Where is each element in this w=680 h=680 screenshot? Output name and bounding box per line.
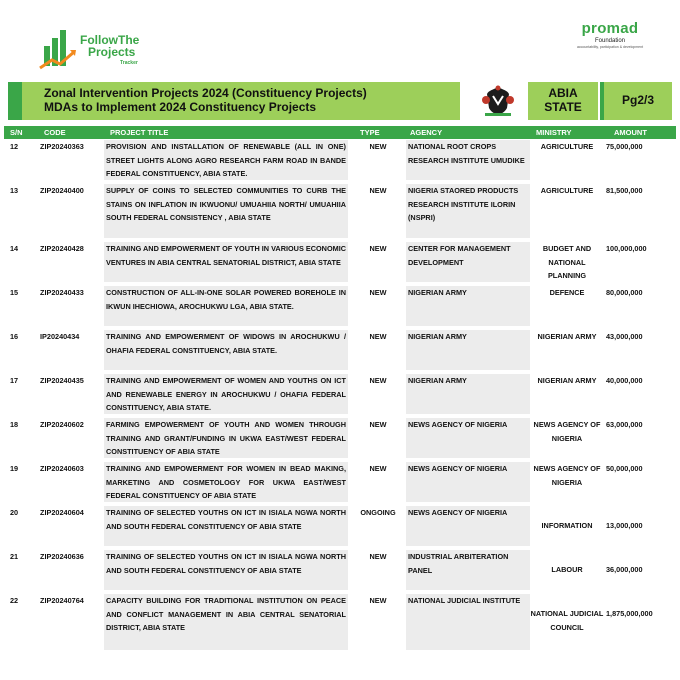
state-box [528,82,598,120]
table-row [4,373,676,417]
row-agency: NATIONAL JUDICIAL INSTITUTE [406,594,530,650]
row-type: NEW [369,186,387,195]
col-title: PROJECT TITLE [110,128,169,137]
table-row [4,285,676,329]
row-type: NEW [369,244,387,253]
row-code: ZIP20240433 [40,288,84,297]
logo-line-1: FollowThe [80,33,140,47]
row-sn: 15 [10,288,19,297]
row-sn: 17 [10,376,19,385]
row-amount: 80,000,000 [606,288,643,297]
row-code: ZIP20240604 [40,508,84,517]
row-title: TRAINING AND EMPOWERMENT FOR WOMEN IN BEAD MAKING, MARKETING AND COSMETOLOGY FOR UKWA EAST/WEST FEDERAL CONSTITUENCY OF ABIA STATE [106,464,346,500]
row-title: TRAINING OF SELECTED YOUTHS ON ICT IN ISIALA NGWA NORTH AND SOUTH FEDERAL CONSTITUENCY OF ABIA STATE [104,506,348,546]
state-line-1: ABIA [548,86,578,100]
row-code: ZIP20240428 [40,244,84,253]
row-code: ZIP20240636 [40,552,84,561]
row-amount: 100,000,000 [606,244,647,253]
table-row [4,461,676,505]
row-title: FARMING EMPOWERMENT OF YOUTH AND WOMEN THROUGH TRAINING AND GRANT/FUNDING IN UKWA EAST/WEST FEDERAL CONSTITUENCY OF ABIA STATE [106,420,346,456]
row-ministry: DEFENCE [549,288,585,297]
logo-sub: Tracker [120,60,138,66]
page-number: Pg2/3 [600,82,672,120]
row-ministry: BUDGET AND NATIONAL PLANNING [542,244,592,280]
row-agency: NATIONAL ROOT CROPS RESEARCH INSTITUTE UMUDIKE [406,140,530,180]
row-sn: 18 [10,420,19,429]
col-code: CODE [44,128,66,137]
row-ministry: INFORMATION [541,521,593,530]
bar-chart-icon [38,26,78,70]
table-row [4,417,676,461]
promad-logo [570,20,650,60]
followtheprojects-logo [38,18,158,70]
row-type: NEW [369,376,387,385]
row-agency: NIGERIAN ARMY [406,374,530,414]
row-type: NEW [369,142,387,151]
row-ministry: NEWS AGENCY OF NIGERIA [533,464,601,487]
row-ministry: NIGERIAN ARMY [537,332,597,341]
row-amount: 13,000,000 [606,521,643,530]
row-ministry: AGRICULTURE [540,142,594,151]
row-sn: 19 [10,464,19,473]
col-amount: AMOUNT [614,128,647,137]
coat-of-arms-icon [470,82,526,120]
row-type: ONGOING [360,508,396,517]
state-line-2: STATE [544,100,582,114]
row-amount: 36,000,000 [606,565,643,574]
row-amount: 1,875,000,000 [606,609,653,618]
table-row [4,593,676,653]
row-ministry: AGRICULTURE [540,186,594,195]
row-amount: 50,000,000 [606,464,643,473]
row-title: TRAINING AND EMPOWERMENT OF WIDOWS IN AROCHUKWU / OHAFIA FEDERAL CONSTITUENCY, ABIA STATE. [104,330,348,370]
row-agency: NIGERIA STAORED PRODUCTS RESEARCH INSTITUTE ILORIN (NSPRI) [406,184,530,238]
table-row [4,241,676,285]
row-amount: 63,000,000 [606,420,643,429]
logo-text [80,34,139,58]
row-sn: 12 [10,142,19,151]
table-row [4,505,676,549]
row-type: NEW [369,596,387,605]
projects-table [4,126,676,653]
row-type: NEW [369,420,387,429]
row-ministry: NEWS AGENCY OF NIGERIA [533,420,601,443]
row-code: ZIP20240400 [40,186,84,195]
col-agency: AGENCY [410,128,443,137]
promad-tagline: accountability, participation & development [576,45,644,49]
title-line-2: MDAs to Implement 2024 Constituency Projects [44,100,317,114]
row-sn: 20 [10,508,19,517]
row-title: TRAINING AND EMPOWERMENT OF YOUTH IN VARIOUS ECONOMIC VENTURES IN ABIA CENTRAL SENATORIAL DISTRICT, ABIA STATE [104,242,348,282]
table-body [4,139,676,653]
row-sn: 13 [10,186,19,195]
row-type: NEW [369,552,387,561]
row-amount: 75,000,000 [606,142,643,151]
row-type: NEW [369,332,387,341]
row-type: NEW [369,288,387,297]
row-amount: 40,000,000 [606,376,643,385]
row-agency: NIGERIAN ARMY [406,286,530,326]
row-code: ZIP20240603 [40,464,84,473]
row-agency: NEWS AGENCY OF NIGERIA [406,462,530,502]
table-row [4,329,676,373]
row-ministry: NATIONAL JUDICIAL COUNCIL [530,609,604,632]
row-code: ZIP20240764 [40,596,84,605]
row-agency: NEWS AGENCY OF NIGERIA [406,418,530,458]
promad-foundation: Foundation [594,38,626,44]
col-sn: S/N [10,128,23,137]
title-band [8,82,460,120]
row-title: TRAINING OF SELECTED YOUTHS ON ICT IN ISIALA NGWA NORTH AND SOUTH FEDERAL CONSTITUENCY OF ABIA STATE [104,550,348,590]
row-code: ZIP20240363 [40,142,84,151]
table-header [4,126,676,139]
row-ministry: NIGERIAN ARMY [537,376,597,385]
row-type: NEW [369,464,387,473]
promad-name: promad [581,20,639,37]
row-title: TRAINING AND EMPOWERMENT OF WOMEN AND YOUTHS ON ICT AND RENEWABLE ENERGY IN AROCHUKWU / OHAFIA FEDERAL CONSTITUENCY, ABIA STATE. [106,376,346,412]
row-agency: NIGERIAN ARMY [406,330,530,370]
table-row [4,183,676,241]
row-ministry: LABOUR [551,565,583,574]
row-agency: CENTER FOR MANAGEMENT DEVELOPMENT [406,242,530,282]
row-title: PROVISION AND INSTALLATION OF RENEWABLE (ALL IN ONE) STREET LIGHTS ALONG AGRO RESEARCH FARM ROAD IN BANDE FEDERAL CONSTITUENCY, ABIA STATE. [106,142,346,178]
logo-line-2: Projects [88,45,136,59]
row-title: CONSTRUCTION OF ALL-IN-ONE SOLAR POWERED BOREHOLE IN IKWUN IHECHIOWA, AROCHUKWU LGA, ABIA STATE. [104,286,348,326]
title-line-1: Zonal Intervention Projects 2024 (Constituency Projects) [44,86,367,100]
row-sn: 22 [10,596,19,605]
row-code: ZIP20240602 [40,420,84,429]
table-row [4,139,676,183]
row-sn: 14 [10,244,19,253]
row-agency: NEWS AGENCY OF NIGERIA [406,506,530,546]
row-code: ZIP20240435 [40,376,84,385]
row-title: CAPACITY BUILDING FOR TRADITIONAL INSTITUTION ON PEACE AND CONFLICT MANAGEMENT IN ABIA CENTRAL SENATORIAL DISTRICT, ABIA STATE [104,594,348,650]
row-amount: 81,500,000 [606,186,643,195]
table-row [4,549,676,593]
row-agency: INDUSTRIAL ARBITERATION PANEL [406,550,530,590]
row-sn: 16 [10,332,19,341]
row-amount: 43,000,000 [606,332,643,341]
row-code: IP20240434 [40,332,80,341]
row-sn: 21 [10,552,19,561]
col-type: TYPE [360,128,380,137]
row-title: SUPPLY OF COINS TO SELECTED COMMUNITIES TO CURB THE STAINS ON INFLATION IN IKWUONU/ UMUAHIIA NORTH/ UMUAHIIA SOUTH FEDERAL CONSISTENCY , ABIA STATE [104,184,348,238]
col-ministry: MINISTRY [536,128,572,137]
